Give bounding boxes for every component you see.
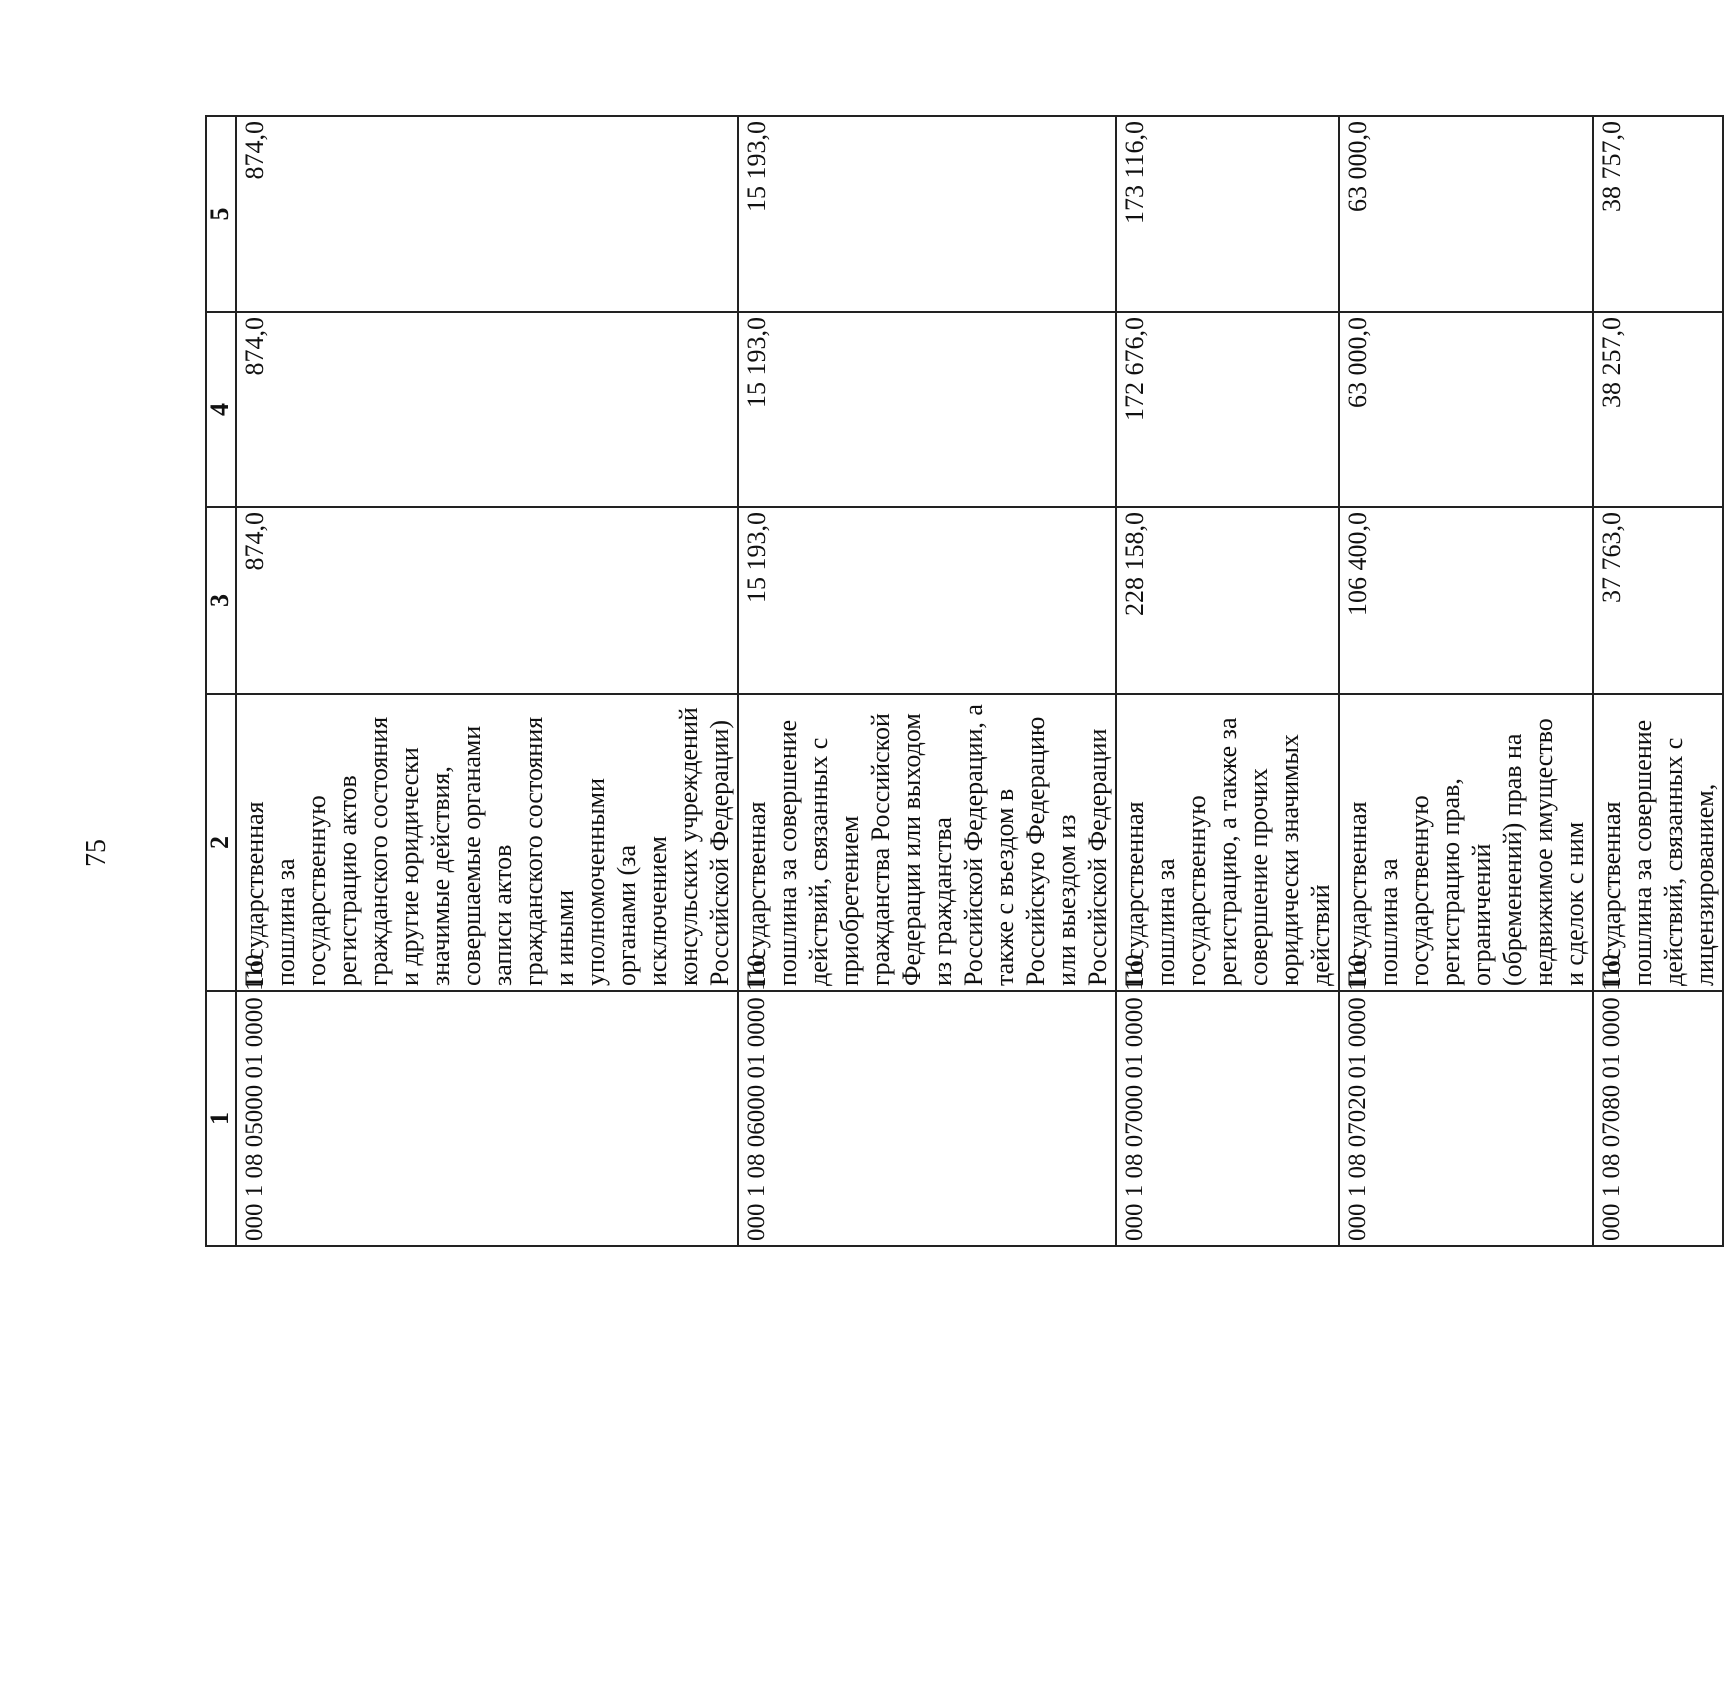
table-row: [1593, 116, 1723, 1246]
page-number: 75: [81, 839, 112, 867]
column-header-3: 3: [206, 507, 236, 694]
rotated-table-container: [205, 117, 1719, 1247]
value-col5-cell: 874,0: [236, 116, 738, 312]
table-row: [1339, 116, 1593, 1246]
value-col3-cell: 106 400,0: [1339, 507, 1593, 694]
value-col3-cell: 874,0: [236, 507, 738, 694]
revenue-name-cell: Государственная пошлина за совершение действий, связанных с приобретением гражданства Российской Федерации или выходом из гражданства Российской Федерации, а также с въездом в Российскую Федерацию или выездом из Российской Федерации: [738, 694, 1116, 991]
budget-code-cell: 000 1 08 05000 01 0000 110: [236, 991, 738, 1246]
value-col4-cell: 172 676,0: [1116, 312, 1339, 507]
revenue-name-cell: Государственная пошлина за государственную регистрацию, а также за совершение прочих юридически значимых действий: [1116, 694, 1339, 991]
revenue-name-cell: Государственная пошлина за совершение действий, связанных с лицензированием,: [1593, 694, 1723, 991]
value-col3-cell: 15 193,0: [738, 507, 1116, 694]
table-row: [738, 116, 1116, 1246]
value-col3-cell: 37 763,0: [1593, 507, 1723, 694]
value-col5-cell: 38 757,0: [1593, 116, 1723, 312]
value-col4-cell: 63 000,0: [1339, 312, 1593, 507]
table-row: [1116, 116, 1339, 1246]
value-col5-cell: 173 116,0: [1116, 116, 1339, 312]
budget-code-cell: 000 1 08 07020 01 0000 110: [1339, 991, 1593, 1246]
revenue-name-cell: Государственная пошлина за государственную регистрацию прав, ограничений (обременений) прав на недвижимое имущество и сделок с ним: [1339, 694, 1593, 991]
value-col3-cell: 228 158,0: [1116, 507, 1339, 694]
column-header-1: 1: [206, 991, 236, 1246]
revenue-table: [205, 115, 1724, 1247]
column-header-4: 4: [206, 312, 236, 507]
table-row: [236, 116, 738, 1246]
value-col4-cell: 874,0: [236, 312, 738, 507]
budget-code-cell: 000 1 08 07000 01 0000 110: [1116, 991, 1339, 1246]
budget-code-cell: 000 1 08 07080 01 0000 110: [1593, 991, 1723, 1246]
header-row: [206, 116, 236, 1246]
value-col5-cell: 15 193,0: [738, 116, 1116, 312]
revenue-name-cell: Государственная пошлина за государственную регистрацию актов гражданского состояния и другие юридически значимые действия, совершаемые органами записи актов гражданского состояния и иными уполномоченными органами (за исключением консульских учреждений Российской Федерации): [236, 694, 738, 991]
budget-code-cell: 000 1 08 06000 01 0000 110: [738, 991, 1116, 1246]
value-col4-cell: 15 193,0: [738, 312, 1116, 507]
value-col4-cell: 38 257,0: [1593, 312, 1723, 507]
column-header-2: 2: [206, 694, 236, 991]
column-header-5: 5: [206, 116, 236, 312]
value-col5-cell: 63 000,0: [1339, 116, 1593, 312]
